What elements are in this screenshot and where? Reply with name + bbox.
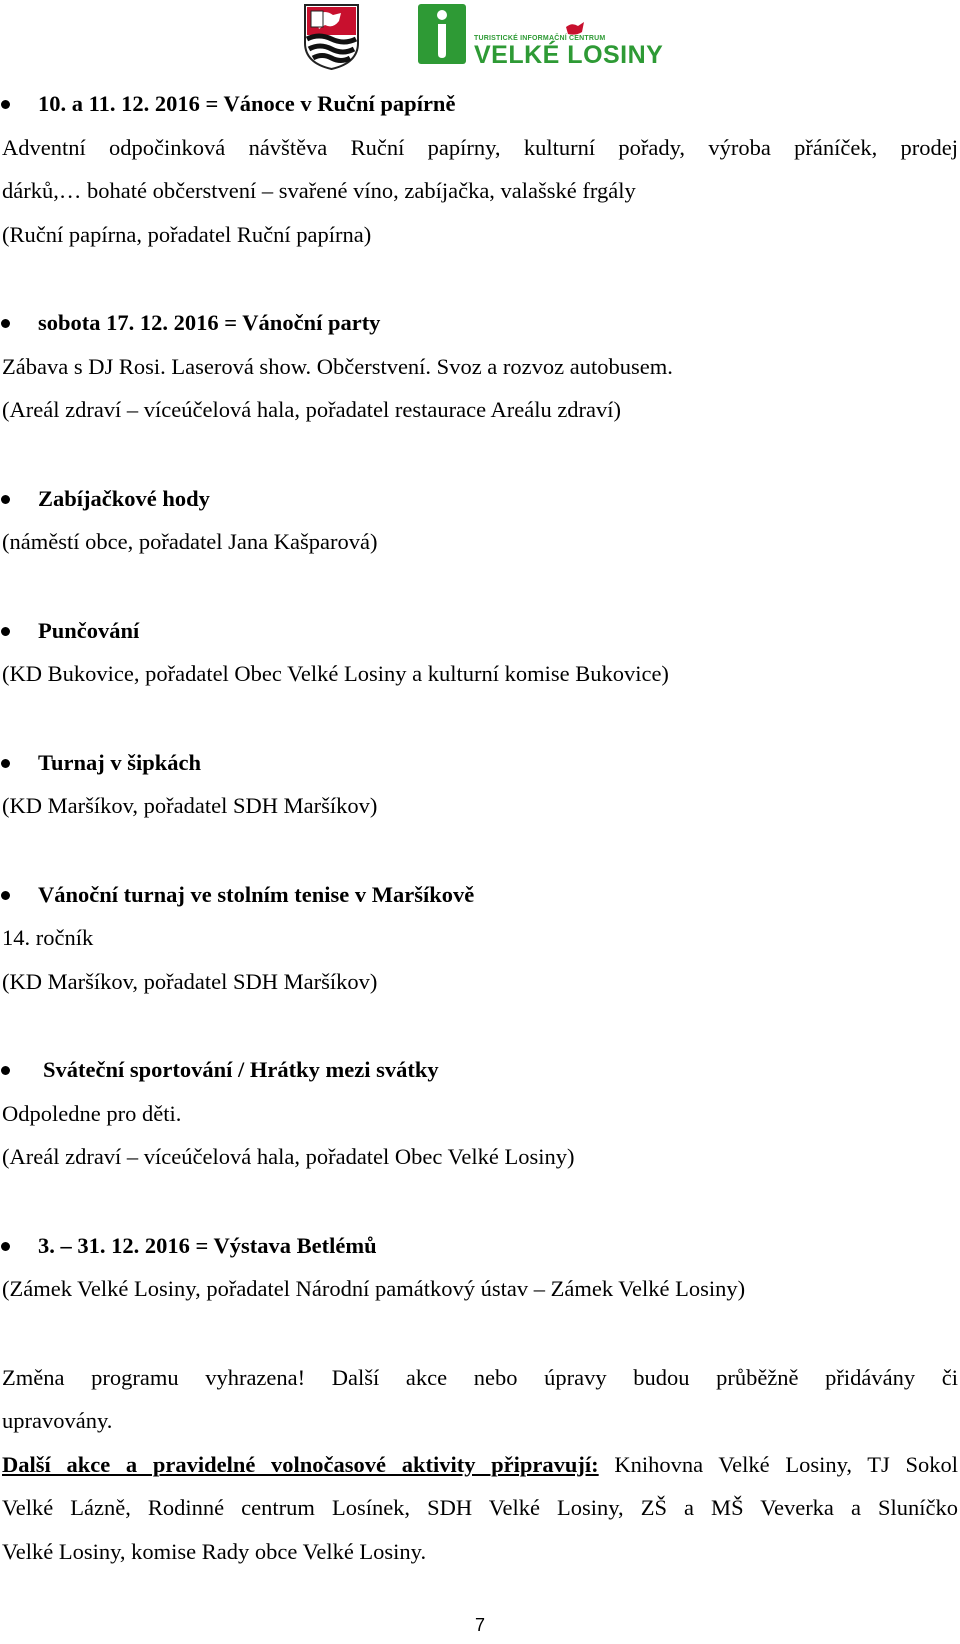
organizers-text: Velké Losiny, komise Rady obce Velké Losiny. <box>2 1538 427 1564</box>
info-centre-title: VELKÉ LOSINY <box>474 41 664 69</box>
event-description: Adventní odpočinková návštěva Ruční papírny, kulturní pořady, výroba přáníček, prodej <box>2 134 958 160</box>
event-title-text: Turnaj v šipkách <box>38 749 201 775</box>
event-title-text: Punčování <box>38 617 140 643</box>
page-header <box>0 0 960 80</box>
bullet-icon <box>1 1242 10 1251</box>
event-description: Odpoledne pro děti. <box>2 1100 182 1126</box>
municipal-crest-icon <box>303 3 360 71</box>
organizers-text: Knihovna Velké Losiny, TJ Sokol <box>598 1451 958 1477</box>
bullet-icon <box>1 319 10 328</box>
organizers-heading: Další akce a pravidelné volnočasové aktivity připravují: <box>2 1451 599 1477</box>
page-number: 7 <box>474 1615 485 1635</box>
event-title-text: 10. a 11. 12. 2016 = Vánoce v Ruční papírně <box>38 91 456 116</box>
bullet-icon <box>1 495 10 504</box>
bullet-icon <box>1 759 10 768</box>
bullet-icon <box>1 100 10 109</box>
event-organizer: (Ruční papírna, pořadatel Ruční papírna) <box>2 221 372 247</box>
event-title <box>0 741 960 785</box>
event-title-text: sobota 17. 12. 2016 = Vánoční party <box>38 310 381 335</box>
event-organizer: (KD Maršíkov, pořadatel SDH Maršíkov) <box>2 793 378 818</box>
notice-text: upravovány. <box>2 1408 113 1433</box>
event-title <box>0 301 960 345</box>
event-title <box>0 1048 960 1092</box>
event-description: Zábava s DJ Rosi. Laserová show. Občerstvení. Svoz a rozvoz autobusem. <box>2 353 673 379</box>
document-body <box>0 82 960 1573</box>
event-organizer: (Areál zdraví – víceúčelová hala, pořadatel restaurace Areálu zdraví) <box>2 397 622 422</box>
event-title-text: Zabíjačkové hody <box>38 485 210 511</box>
bullet-icon <box>1 1066 10 1075</box>
event-organizer: (náměstí obce, pořadatel Jana Kašparová) <box>2 529 378 554</box>
event-description: 14. ročník <box>2 925 94 950</box>
bullet-icon <box>1 891 10 900</box>
event-organizer: (KD Maršíkov, pořadatel SDH Maršíkov) <box>2 968 378 994</box>
event-organizer: (KD Bukovice, pořadatel Obec Velké Losiny a kulturní komise Bukovice) <box>2 661 669 686</box>
organizers-text: Velké Lázně, Rodinné centrum Losínek, SDH Velké Losiny, ZŠ a MŠ Veverka a Sluníčko <box>2 1495 958 1520</box>
notice-text: Změna programu vyhrazena! Další akce nebo úpravy budou průběžně přidávány či <box>2 1364 958 1390</box>
event-title <box>0 1224 960 1268</box>
event-title <box>0 609 960 653</box>
event-title <box>0 477 960 521</box>
event-organizer: (Areál zdraví – víceúčelová hala, pořadatel Obec Velké Losiny) <box>2 1144 575 1169</box>
bullet-icon <box>1 627 10 636</box>
event-title <box>0 873 960 917</box>
event-title <box>0 82 960 126</box>
info-centre-subtitle: TURISTICKÉ INFORMAČNÍ CENTRUM <box>474 35 606 42</box>
event-organizer: (Zámek Velké Losiny, pořadatel Národní památkový ústav – Zámek Velké Losiny) <box>2 1276 746 1301</box>
event-title-text: Sváteční sportování / Hrátky mezi svátky <box>43 1057 439 1082</box>
event-title-text: 3. – 31. 12. 2016 = Výstava Betlémů <box>38 1232 377 1258</box>
event-description: dárků,… bohaté občerstvení – svařené víno, zabíjačka, valašské frgály <box>2 178 636 203</box>
organizers-paragraph <box>0 1443 958 1487</box>
event-title-text: Vánoční turnaj ve stolním tenise v Maršíkově <box>38 881 475 907</box>
